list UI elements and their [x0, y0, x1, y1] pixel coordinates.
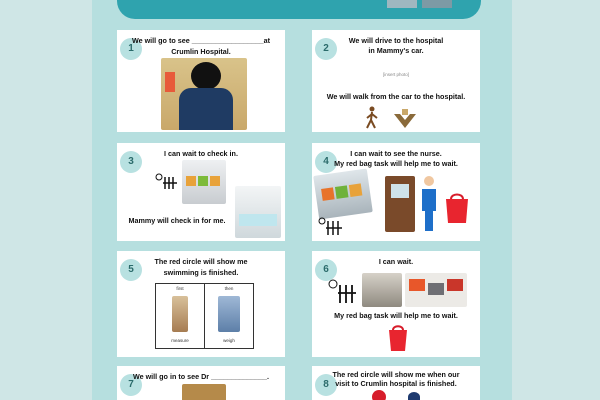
- story-card-2: [312, 30, 480, 132]
- doctor-icon: [408, 392, 420, 400]
- scrubs: [179, 88, 233, 130]
- face-redaction: [191, 62, 221, 90]
- measure-label: measure: [171, 338, 189, 343]
- step-number: 6: [315, 259, 337, 281]
- step-number: 2: [315, 38, 337, 60]
- step-number: 8: [315, 374, 337, 396]
- story-card-3: [117, 143, 285, 241]
- doctor-room-photo: [182, 384, 226, 400]
- red-bag-icon: [387, 323, 409, 353]
- story-card-8: [312, 366, 480, 400]
- walking-person-icon: [364, 106, 380, 130]
- card-text: I can wait.: [378, 257, 414, 266]
- card-text: We will walk from the car to the hospital.: [326, 92, 466, 101]
- card-text: I can wait to check in.: [164, 149, 238, 158]
- orange-chairs-photo: [405, 273, 467, 307]
- card-text: Crumlin Hospital.: [171, 47, 231, 56]
- banner-image: [387, 0, 417, 8]
- waiting-chairs-icon: [318, 217, 344, 237]
- card-text: My red bag task will help me to wait.: [334, 159, 458, 168]
- first-label: first: [176, 286, 184, 291]
- nurse-icon: [420, 175, 438, 233]
- waiting-chairs-icon: [328, 279, 358, 305]
- story-card-5: [117, 251, 285, 357]
- waiting-chairs-icon: [155, 173, 179, 191]
- card-text: visit to Crumlin hospital is finished.: [335, 379, 457, 388]
- story-card-4: [312, 143, 480, 241]
- card-text: My red bag task will help me to wait.: [334, 311, 458, 320]
- card-text: The red circle will show me when our: [332, 370, 460, 379]
- first-then-board: [155, 283, 254, 349]
- card-text: in Mammy's car.: [368, 46, 424, 55]
- step-number: 4: [315, 151, 337, 173]
- sign: [165, 72, 175, 92]
- reception-desk-photo: [235, 186, 281, 238]
- door-photo: [385, 176, 415, 232]
- header-banner: [117, 0, 481, 19]
- measure-photo: [172, 296, 188, 332]
- story-card-1: [117, 30, 285, 132]
- step-number: 5: [120, 259, 142, 281]
- step-number: 7: [120, 374, 142, 396]
- card-text: I can wait to see the nurse.: [350, 149, 442, 158]
- colored-chairs-photo: [313, 168, 373, 219]
- card-text: swimming is finished.: [163, 268, 239, 277]
- step-number: 3: [120, 151, 142, 173]
- weigh-label: weigh: [223, 338, 235, 343]
- card-text: We will go to see __________________at: [131, 36, 271, 45]
- card-text: Mammy will check in for me.: [128, 216, 226, 225]
- waiting-area-photo: [182, 160, 226, 204]
- card-text: The red circle will show me: [154, 257, 248, 266]
- card-text: We will go in to see Dr ______________.: [132, 372, 270, 381]
- card-text: We will drive to the hospital: [348, 36, 444, 45]
- photo-placeholder: [insert photo]: [382, 72, 409, 77]
- waiting-room-photo: [362, 273, 402, 307]
- hospital-arrival-icon: [392, 108, 418, 130]
- story-card-6: [312, 251, 480, 357]
- doctor-photo: [161, 58, 247, 130]
- story-card-7: [117, 366, 285, 400]
- step-number: 1: [120, 38, 142, 60]
- then-label: then: [224, 286, 234, 291]
- red-circle-icon: [372, 390, 386, 400]
- red-bag-icon: [444, 191, 470, 225]
- banner-image: [422, 0, 452, 8]
- weigh-photo: [218, 296, 240, 332]
